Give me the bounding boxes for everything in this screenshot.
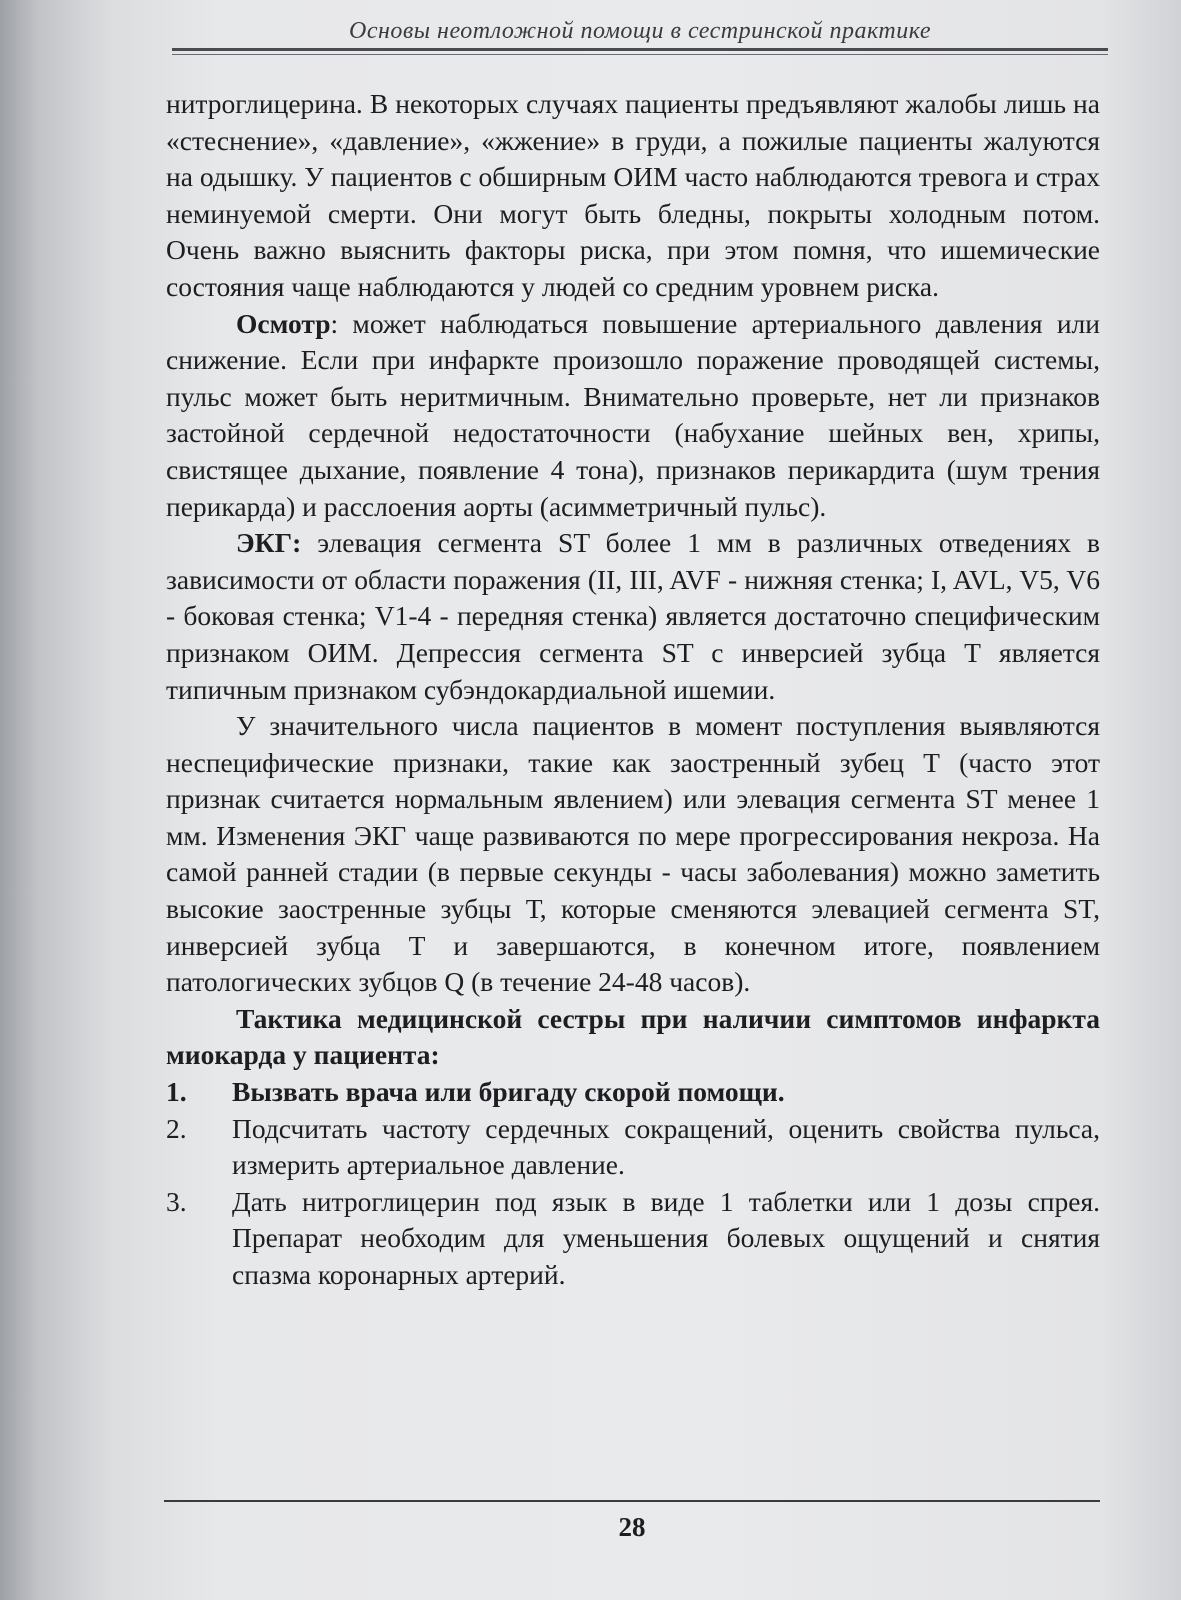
ecg-text: элевация сегмента ST более 1 мм в различных отведениях в зависимости от области поражения (II, III, AVF - нижняя стенка; I, AVL, V5, V6 - боковая стенка; V1-4 - передняя стенка) является достаточно специфическим признаком ОИМ. Депрессия сегмента ST с инверсией зубца Т является типичным признаком субэндокардиальной ишемии. [166,527,1100,705]
list-item-number: 3. [166,1185,187,1217]
list-item-text: Подсчитать частоту сердечных сокращений, оценить свойства пульса, измерить артериальное давление. [232,1112,1100,1181]
list-item-number: 2. [166,1112,187,1144]
body-text [166,86,1100,1294]
list-item [166,1074,1100,1111]
footer-rule [164,1500,1100,1502]
paragraph-examination [166,306,1100,526]
header-rule [172,48,1108,51]
list-item [166,1184,1100,1294]
nurse-steps-list [166,1074,1100,1294]
ecg-label: ЭКГ: [236,527,302,559]
paragraph-nonspecific-signs: У значительного числа пациентов в момент поступления выявляются неспецифические признаки, такие как заостренный зубец Т (часто этот признак считается нормальным явлением) или элевация сегмента ST менее 1 мм. Изменения ЭКГ чаще развиваются по мере прогрессирования некроза. На самой ранней стадии (в первые секунды - часы заболевания) можно заметить высокие заостренные зубцы Т, которые сменяются элевацией сегмента ST, инверсией зубца Т и завершаются, в конечном итоге, появлением патологических зубцов Q (в течение 24-48 часов). [166,710,1100,998]
running-head: Основы неотложной помощи в сестринской практике [348,18,931,44]
list-item-text: Вызвать врача или бригаду скорой помощи. [232,1076,785,1108]
list-item [166,1111,1100,1184]
paragraph-continuation: нитроглицерина. В некоторых случаях пациенты предъявляют жалобы лишь на «стеснение», «давление», «жжение» в груди, а пожилые пациенты жалуются на одышку. У пациентов с обширным ОИМ часто наблюдаются тревога и страх неминуемой смерти. Они могут быть бледны, покрыты холодным потом. Очень важно выяснить факторы риска, при этом помня, что ишемические состояния чаще наблюдаются у людей со средним уровнем риска. [166,88,1100,302]
page-number: 28 [618,1512,646,1542]
list-item-number: 1. [166,1076,187,1108]
header-rule-thin [172,54,1108,55]
paragraph-ecg [166,525,1100,708]
examination-label: Осмотр [236,307,331,339]
tactics-heading: Тактика медицинской сестры при наличии симптомов инфаркта миокарда у пациента: [166,1002,1100,1071]
list-item-text: Дать нитроглицерин под язык в виде 1 таблетки или 1 дозы спрея. Препарат необходим для уменьшения болевых ощущений и снятия спазма коронарных артерий. [232,1185,1100,1290]
examination-text: : может наблюдаться повышение артериального давления или снижение. Если при инфаркте произошло поражение проводящей системы, пульс может быть неритмичным. Внимательно проверьте, нет ли признаков застойной сердечной недостаточности (набухание шейных вен, хрипы, свистящее дыхание, появление 4 тона), признаков перикардита (шум трения перикарда) и расслоения аорты (асимметричный пульс). [166,307,1100,522]
